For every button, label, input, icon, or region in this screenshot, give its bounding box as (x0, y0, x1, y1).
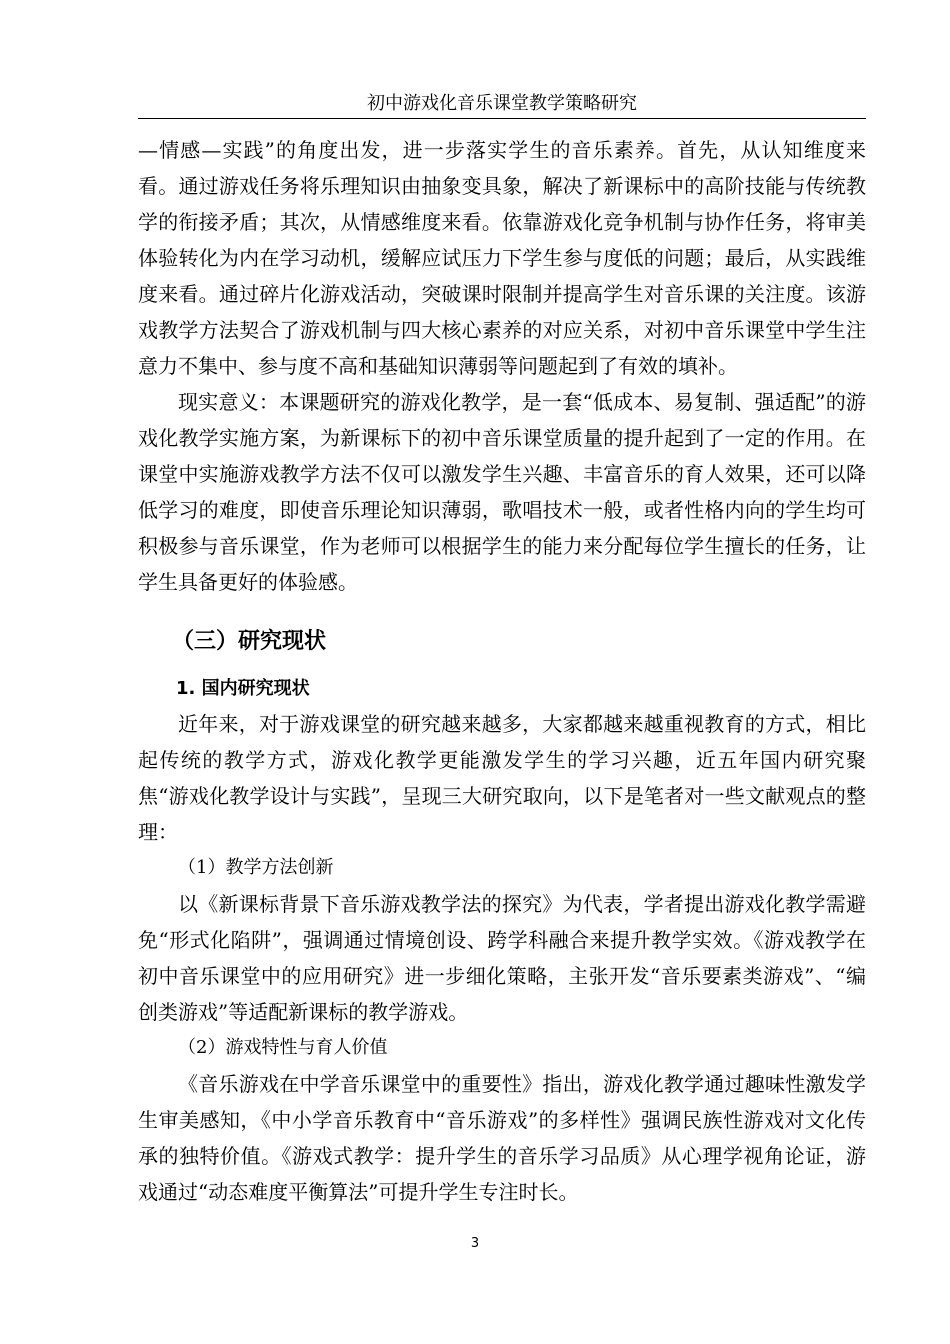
item-heading-teaching-method: （1）教学方法创新 (178, 857, 334, 878)
paragraph-continuation: —情感—实践”的角度出发，进一步落实学生的音乐素养。首先，从认知维度来看。通过游戏任务将乐理知识由抽象变具象，解决了新课标中的高阶技能与传统教学的衔接矛盾；其次，从情感维度来看。依靠游戏化竞争机制与协作任务，将审美体验转化为内在学习动机，缓解应试压力下学生参与度低的问题；最后，从实践维度来看。通过碎片化游戏活动，突破课时限制并提高学生对音乐课的关注度。该游戏教学方法契合了游戏机制与四大核心素养的对应关系，对初中音乐课堂中学生注意力不集中、参与度不高和基础知识薄弱等问题起到了有效的填补。 (138, 138, 866, 378)
subsection-heading: 1. 国内研究现状 (176, 678, 310, 699)
page-number: 3 (470, 1236, 480, 1251)
paragraph-domestic-intro: 近年来，对于游戏课堂的研究越来越多，大家都越来越重视教育的方式，相比起传统的教学方式，游戏化教学更能激发学生的学习兴趣，近五年国内研究聚焦“游戏化教学设计与实践”，呈现三大研究取向，以下是笔者对一些文献观点的整理： (138, 712, 866, 844)
header-rule (138, 118, 866, 119)
page-body (138, 132, 866, 1210)
paragraph-practical-significance: 现实意义：本课题研究的游戏化教学，是一套“低成本、易复制、强适配”的游戏化教学实施方案，为新课标下的初中音乐课堂质量的提升起到了一定的作用。在课堂中实施游戏教学方法不仅可以激发学生兴趣、丰富音乐的育人效果，还可以降低学习的难度，即使音乐理论知识薄弱，歌唱技术一般，或者性格内向的学生均可积极参与音乐课堂，作为老师可以根据学生的能力来分配每位学生擅长的任务，让学生具备更好的体验感。 (138, 390, 866, 594)
paragraph-game-value: 《音乐游戏在中学音乐课堂中的重要性》指出，游戏化教学通过趣味性激发学生审美感知，《中小学音乐教育中“音乐游戏”的多样性》强调民族性游戏对文化传承的独特价值。《游戏式教学：提升学生的音乐学习品质》从心理学视角论证，游戏通过“动态难度平衡算法”可提升学生专注时长。 (138, 1072, 866, 1204)
paragraph-teaching-method: 以《新课标背景下音乐游戏教学法的探究》为代表，学者提出游戏化教学需避免“形式化陷阱”，强调通过情境创设、跨学科融合来提升教学实效。《游戏教学在初中音乐课堂中的应用研究》进一步细化策略，主张开发“音乐要素类游戏”、“编创类游戏”等适配新课标的教学游戏。 (138, 892, 866, 1024)
section-heading: （三）研究现状 (172, 629, 327, 654)
item-heading-game-value: （2）游戏特性与育人价值 (178, 1037, 388, 1058)
running-header: 初中游戏化音乐课堂教学策略研究 (367, 93, 637, 114)
